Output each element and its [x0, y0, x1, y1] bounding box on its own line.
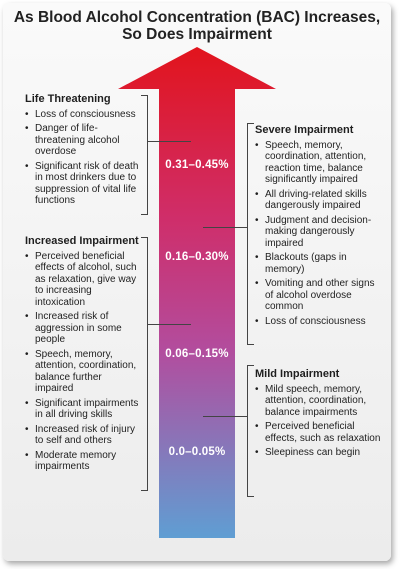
increased-impairment-connector — [147, 324, 191, 325]
list-item: • All driving-related skills dangerously impaired — [255, 189, 381, 212]
title-line-2: So Does Impairment — [122, 26, 272, 43]
list-item: • Perceived beneficial effects, such as relaxation — [255, 421, 381, 444]
life-threatening-heading: Life Threatening — [25, 93, 111, 105]
list-item: • Significant risk of death in most drinkers due to suppression of vital life functions — [25, 161, 139, 207]
life-threatening-section — [25, 94, 139, 210]
severe-impairment-section — [255, 125, 381, 330]
infographic-card — [3, 3, 391, 561]
increased-impairment-list — [25, 251, 139, 473]
list-item: • Sleepiness can begin — [255, 447, 381, 459]
mild-impairment-section — [255, 369, 381, 462]
severe-impairment-list — [255, 140, 381, 328]
life-threatening-connector — [147, 141, 191, 142]
list-item: • Loss of consciousness — [25, 109, 139, 121]
bac-label-0-0-0-05: 0.0–0.05% — [168, 446, 226, 458]
list-item: • Loss of consciousness — [255, 316, 381, 328]
bac-label-0-31-0-45: 0.31–0.45% — [165, 159, 229, 171]
list-item: • Judgment and decision-making dangerously impaired — [255, 215, 381, 250]
bac-label-0-06-0-15: 0.06–0.15% — [165, 348, 229, 360]
list-item: • Increased risk of injury to self and others — [25, 424, 139, 447]
bac-label-0-16-0-30: 0.16–0.30% — [165, 251, 229, 263]
list-item: • Danger of life-threatening alcohol overdose — [25, 123, 139, 158]
mild-impairment-connector — [203, 416, 247, 417]
increased-impairment-bracket — [141, 237, 148, 491]
list-item: • Blackouts (gaps in memory) — [255, 252, 381, 275]
mild-impairment-bracket — [247, 365, 254, 497]
list-item: • Mild speech, memory, attention, coordination, balance impairments — [255, 384, 381, 419]
list-item: • Perceived beneficial effects of alcohol, such as relaxation, give way to increasing intoxication — [25, 251, 139, 309]
list-item: • Speech, memory, attention, coordination, balance further impaired — [25, 349, 139, 395]
list-item: • Increased risk of aggression in some people — [25, 311, 139, 346]
severe-impairment-connector — [203, 227, 247, 228]
list-item: • Speech, memory, coordination, attention, reaction time, balance significantly impaired — [255, 140, 381, 186]
severe-impairment-heading: Severe Impairment — [255, 124, 354, 136]
mild-impairment-heading: Mild Impairment — [255, 368, 340, 380]
increased-impairment-heading: Increased Impairment — [25, 235, 139, 247]
list-item: • Vomiting and other signs of alcohol overdose common — [255, 278, 381, 313]
list-item: • Significant impairments in all driving skills — [25, 398, 139, 421]
life-threatening-bracket — [141, 95, 148, 215]
mild-impairment-list — [255, 384, 381, 459]
life-threatening-list — [25, 109, 139, 207]
list-item: • Moderate memory impairments — [25, 450, 139, 473]
title-line-1: As Blood Alcohol Concentration (BAC) Increases, — [13, 9, 381, 26]
increased-impairment-section — [25, 236, 139, 476]
severe-impairment-bracket — [247, 123, 254, 345]
